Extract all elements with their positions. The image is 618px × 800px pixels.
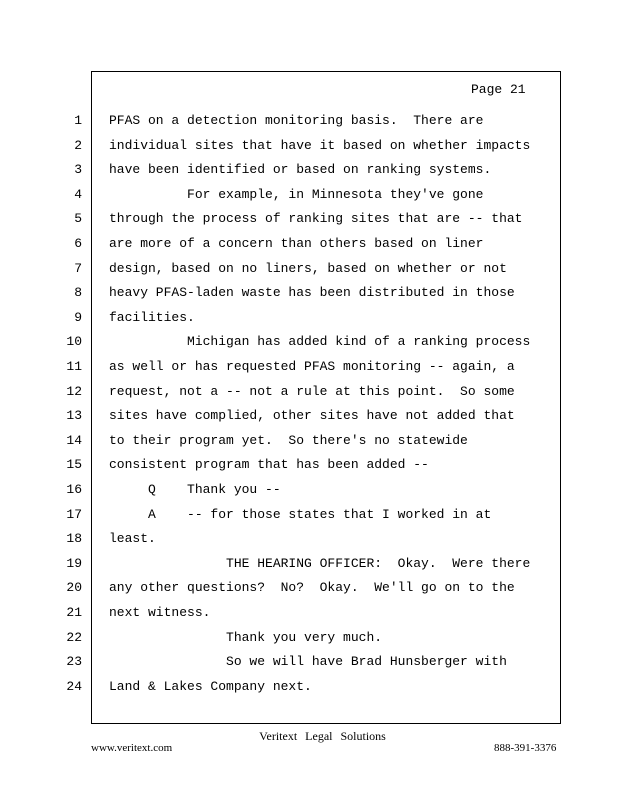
transcript-line: For example, in Minnesota they've gone: [109, 187, 484, 202]
transcript-line: least.: [109, 531, 156, 546]
line-number: 19: [66, 556, 82, 571]
transcript-line: facilities.: [109, 310, 195, 325]
transcript-line: THE HEARING OFFICER: Okay. Were there: [109, 556, 531, 571]
line-number: 2: [74, 138, 82, 153]
line-number: 11: [66, 359, 82, 374]
transcript-line: heavy PFAS-laden waste has been distributed in those: [109, 285, 515, 300]
footer-website: www.veritext.com: [91, 742, 173, 754]
transcript-line: next witness.: [109, 605, 211, 620]
transcript-line: sites have complied, other sites have not added that: [109, 408, 515, 423]
transcript-line: through the process of ranking sites that are -- that: [109, 211, 523, 226]
line-number: 3: [74, 162, 82, 177]
line-number: 20: [66, 580, 82, 595]
line-number: 23: [66, 654, 82, 669]
transcript-line: Michigan has added kind of a ranking process: [109, 334, 531, 349]
line-number: 24: [66, 679, 82, 694]
transcript-line: request, not a -- not a rule at this point. So some: [109, 384, 515, 399]
line-number: 16: [66, 482, 82, 497]
line-number: 18: [66, 531, 82, 546]
transcript-line: Land & Lakes Company next.: [109, 679, 312, 694]
line-number: 7: [74, 261, 82, 276]
line-number: 12: [66, 384, 82, 399]
line-number: 17: [66, 507, 82, 522]
line-number: 22: [66, 630, 82, 645]
line-number: 4: [74, 187, 82, 202]
line-number: 1: [74, 113, 82, 128]
transcript-line: A -- for those states that I worked in at: [109, 507, 492, 522]
page-number: Page 21: [471, 82, 526, 97]
transcript-line: individual sites that have it based on whether impacts: [109, 138, 531, 153]
transcript-line: Q Thank you --: [109, 482, 281, 497]
line-number: 10: [66, 334, 82, 349]
line-number: 6: [74, 236, 82, 251]
line-number: 14: [66, 433, 82, 448]
footer-phone: 888-391-3376: [494, 742, 557, 754]
transcript-line: have been identified or based on ranking systems.: [109, 162, 492, 177]
transcript-line: are more of a concern than others based on liner: [109, 236, 484, 251]
line-number: 21: [66, 605, 82, 620]
transcript-line: consistent program that has been added --: [109, 457, 429, 472]
transcript-line: any other questions? No? Okay. We'll go on to the: [109, 580, 515, 595]
transcript-line: as well or has requested PFAS monitoring -- again, a: [109, 359, 515, 374]
line-number: 5: [74, 211, 82, 226]
transcript-line: Thank you very much.: [109, 630, 383, 645]
line-number: 15: [66, 457, 82, 472]
transcript-line: to their program yet. So there's no statewide: [109, 433, 468, 448]
transcript-line: So we will have Brad Hunsberger with: [109, 654, 507, 669]
line-number: 9: [74, 310, 82, 325]
footer-company: Veritext Legal Solutions: [259, 729, 386, 743]
line-number: 8: [74, 285, 82, 300]
transcript-line: design, based on no liners, based on whether or not: [109, 261, 507, 276]
line-number: 13: [66, 408, 82, 423]
transcript-line: PFAS on a detection monitoring basis. There are: [109, 113, 484, 128]
